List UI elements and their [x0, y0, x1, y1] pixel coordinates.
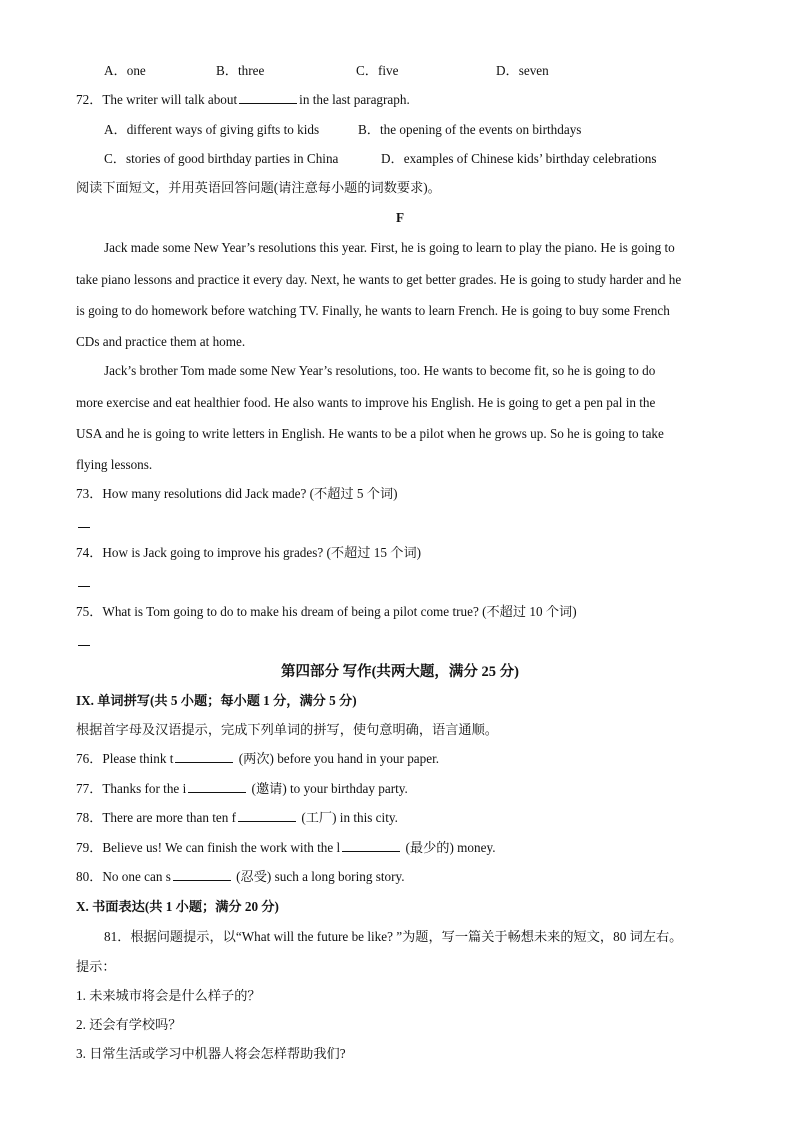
q72-stem: 72．The writer will talk about in the last paragraph. [76, 92, 410, 107]
hint-item: 2. 还会有学校吗？ [76, 1017, 182, 1032]
question-75: 75．What is Tom going to do to make his dream of being a pilot come true? (不超过 10 个词) [76, 604, 577, 619]
q71-option-b: B．three [216, 63, 265, 78]
section10-title: X. 书面表达(共 1 小题；满分 20 分) [76, 899, 279, 914]
answer-line-73[interactable] [78, 527, 90, 528]
q71-option-a: A．one [104, 63, 146, 78]
q72-option-a: A．different ways of giving gifts to kids [104, 122, 320, 137]
reading-instruction: 阅读下面短文，并用英语回答问题(请注意每小题的词数要求)。 [76, 180, 441, 195]
q72-option-d: D．examples of Chinese kids’ birthday celebrations [381, 151, 657, 166]
answer-line-74[interactable] [78, 586, 90, 587]
question-74: 74．How is Jack going to improve his grades? (不超过 15 个词) [76, 545, 422, 560]
passage-line: is going to do homework before watching TV. Finally, he wants to learn French. He is going to buy some French [76, 303, 670, 318]
spelling-item-79: 79．Believe us! We can finish the work with the l (最少的) money. [76, 840, 496, 855]
spelling-item-80: 80．No one can s (忍受) such a long boring story. [76, 869, 405, 884]
part4-title: 第四部分 写作(共两大题，满分 25 分) [280, 664, 520, 680]
passage-line: Jack made some New Year’s resolutions this year. First, he is going to learn to play the piano. He is going to [104, 240, 675, 255]
q72-option-c: C．stories of good birthday parties in China [104, 151, 339, 166]
passage-line: flying lessons. [76, 457, 153, 472]
spelling-item-76: 76．Please think t (两次) before you hand in your paper. [76, 751, 440, 766]
section9-title: IX. 单词拼写(共 5 小题；每小题 1 分，满分 5 分) [76, 693, 357, 708]
writing-prompt: 81．根据问题提示，以“What will the future be like? ”为题，写一篇关于畅想未来的短文，80 词左右。 [104, 929, 683, 944]
spelling-item-78: 78．There are more than ten f (工厂) in this city. [76, 810, 398, 825]
hint-item: 3. 日常生活或学习中机器人将会怎样帮助我们? [76, 1046, 346, 1061]
passage-line: USA and he is going to write letters in English. He wants to be a pilot when he grows up. So he is going to take [76, 426, 664, 441]
passage-line: Jack’s brother Tom made some New Year’s resolutions, too. He wants to become fit, so he is going to do [104, 363, 656, 378]
answer-line-75[interactable] [78, 645, 90, 646]
hint-label: 提示： [76, 959, 116, 974]
q71-option-d: D．seven [496, 63, 549, 78]
section9-instruction: 根据首字母及汉语提示，完成下列单词的拼写，使句意明确，语言通顺。 [76, 722, 498, 737]
spelling-item-77: 77．Thanks for the i (邀请) to your birthday party. [76, 781, 408, 796]
passage-line: more exercise and eat healthier food. He also wants to improve his English. He is going to get a pen pal in the [76, 395, 656, 410]
q71-option-c: C．five [356, 63, 399, 78]
passage-line: take piano lessons and practice it every day. Next, he wants to get better grades. He is going to study harder and he [76, 272, 682, 287]
question-73: 73．How many resolutions did Jack made? (不超过 5 个词) [76, 486, 398, 501]
hint-item: 1. 未来城市将会是什么样子的？ [76, 988, 261, 1003]
passage-line: CDs and practice them at home. [76, 334, 246, 349]
q72-option-b: B．the opening of the events on birthdays [358, 122, 582, 137]
passage-label: F [395, 210, 405, 225]
